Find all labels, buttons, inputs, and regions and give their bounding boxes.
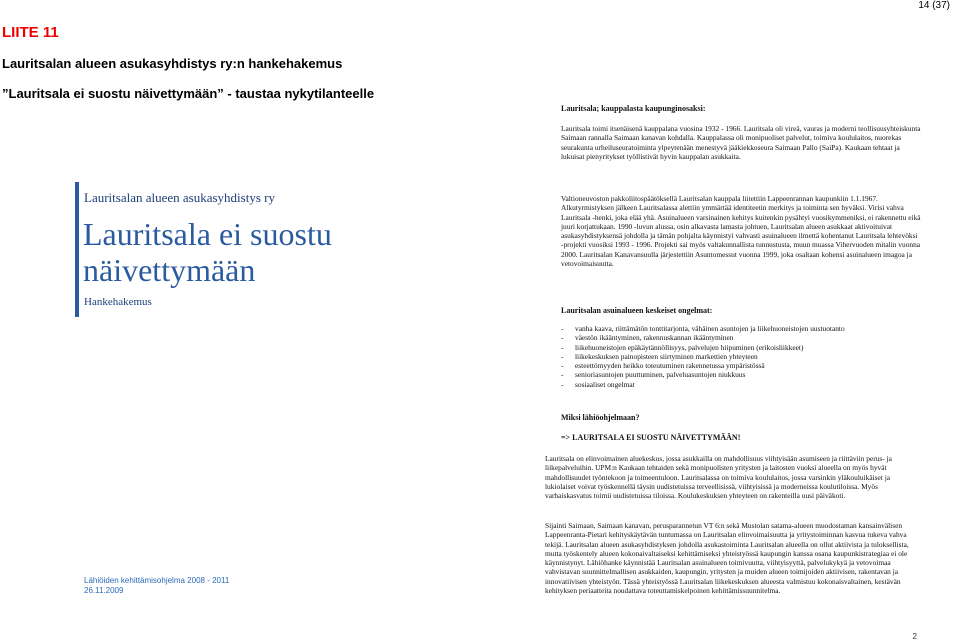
justification-paragraph-2: Sijainti Saimaan, Saimaan kanavan, perusparannetun VT 6:n sekä Mustolan satama-alueen muodostaman kansainvälisen Lappeenranta-Pietari kehityskäytävän tuntumassa on Lauritsalan elinvoimaisuutta ja yritystoiminnan kasvua tukeva vahva tekijä. Lauritsalan alueen asukasyhdistyksen johdolla asukastoiminta Lauritsalan alueella on ollut aktiivista ja tuloksellista, mutta työskentely alueen kokonaivaltaiseksi kehittämiseksi yhteistyössä kaupungin kanssa osana kaupunkistrategiaa ei ole käynnistynyt. Lähiöhanke käynnistää Lauritsalan asuinalueen toimivuutta, viihtyisyyttä, palvelukykyä ja vetovoimaa vahvistavan suunnittelmallisen asukkaiden, kaupungin, yritysten ja muiden alueen toimijoiden aktiivisen, rakentavan ja innovatiivisen yhteistyön. Tässä yhteistyössä Lauritsalan liikekeskuksen alueesta valmistuu kokonaisvaltainen, kestävän kehityksen periaatteita noudattava toteuttamiskelpoinen kehittämissuunnitelma. xyxy=(545,521,909,596)
cover-footer-program: Lähiöiden kehittämisohjelma 2008 - 2011 xyxy=(84,576,230,585)
cover-organization: Lauritsalan alueen asukasyhdistys ry xyxy=(84,190,275,205)
page-counter: 14 (37) xyxy=(918,0,950,11)
cover-accent-bar xyxy=(75,182,79,317)
list-item: - liikekeskuksen painopisteen siirtyminen markettien yhteyteen xyxy=(561,352,931,361)
document-page-number: 2 xyxy=(912,632,917,641)
question-heading: Miksi lähiöohjelmaan? xyxy=(561,413,640,422)
section-heading-history: Lauritsala; kauppalasta kaupunginosaksi: xyxy=(561,104,706,113)
list-item: - vanha kaava, riittämätön tonttitarjonta, vähäinen asuntojen ja liikehuoneistojen uustuotanto xyxy=(561,324,931,333)
history-paragraph-2: Valtioneuvoston pakkoliitospäätöksellä Lauritsalan kauppala liitettiin Lappeenrannan kaupunkiin 1.1.1967. Alkutyrmistyksen jälkeen Lauritsalassa alettiin ymmärtää identiteetin merkitys ja toiminta sen hyväksi. Virisi vahva Lauritsala -henki, joka elää yhä. Asuinalueen varsinainen kehitys kuitenkin pysähtyi vuosikymmeniksi, ei rakennettu eikä juuri korjattukaan. 1990 -luvun alussa, osin alkavasta lamasta johtuen, Lauritsalan alueen asukkaat aktivoituivat asukasyhdistyksensä johdolla ja tämän pohjalta käynnistyi vahvasti asuinalueen ilmettä kohentanut Lauritsala lehtevöksi -projekti vuosiksi 1993 - 1996. Projekti sai myös valtakunnallista tunnustusta, muun muassa Vihervuoden mitalin vuonna 2000. Lauritsalan Kanavansuulla järjestettiin Asuntomessut vuonna 1999, joka osaltaan kohensi asuinalueen imagoa ja vetovoimaisuutta. xyxy=(561,194,921,269)
history-paragraph-1: Lauritsala toimi itsenäisenä kauppalana vuosina 1932 - 1966. Lauritsala oli vireä, vauras ja moderni teollisuusyhteiskunta Saimaan rannalla Saimaan kanavan kohdalla. Kauppalassa oli monipuoliset palvelut, toimiva koululaitos, nuorekas seurakunta urheiluseuratoiminta ylpeytenään menestyvä jääkiekkoseura Saimaan Pallo (SaiPa). Kaukaan tehtaat ja lukuisat pienyritykset työllistivät hyvin kauppalan asukkaita. xyxy=(561,124,921,161)
list-item: - liikehuoneistojen epäkäytännöllisyys, palvelujen hiipuminen (erikoisliikkeet) xyxy=(561,343,931,352)
problems-list xyxy=(561,324,931,389)
page-subtitle: ”Lauritsala ei suostu näivettymään” - taustaa nykytilanteelle xyxy=(2,86,375,101)
list-item: - esteettömyyden heikko toteutuminen rakennetussa ympäristössä xyxy=(561,361,931,370)
answer-heading: => LAURITSALA EI SUOSTU NÄIVETTYMÄÄN! xyxy=(561,433,741,442)
section-heading-problems: Lauritsalan asuinalueen keskeiset ongelmat: xyxy=(561,306,713,315)
list-item: - sosiaaliset ongelmat xyxy=(561,380,931,389)
attachment-label: LIITE 11 xyxy=(2,24,59,41)
list-item: - väestön ikääntyminen, rakennuskannan ikääntyminen xyxy=(561,333,931,342)
cover-title-line1: Lauritsala ei suostu xyxy=(83,216,332,252)
cover-subtitle: Hankehakemus xyxy=(84,296,152,308)
list-item: - senioriasuntojen puuttuminen, palveluasuntojen niukkuus xyxy=(561,370,931,379)
cover-footer-date: 26.11.2009 xyxy=(84,586,124,595)
justification-paragraph-1: Lauritsala on elinvoimainen aluekeskus, jossa asukkailla on mahdollisuus viihtyisään asumiseen ja riittäviin perus- ja liikepalveluihin. UPM:n Kaukaan tehtaiden sekä monipuolisten yritysten ja laitosten vuoksi alueella on myös hyvät mahdollisuudet työntekoon ja toimeentuloon. Lauritsalassa on toimiva koululaitos, jossa varsinkin yläkouluikäiset ja lukiolaiset voivat työskennellä täysin uudistetuissa terveellisissä, viihtyisissä ja moderneissa koulutiloissa. Myös varhaiskasvatus toimii uudistetuissa tiloissa. Koulukeskuksen yhteyteen on rakenteilla uusi päiväkoti. xyxy=(545,454,892,501)
cover-title-line2: näivettymään xyxy=(83,252,256,288)
page-title: Lauritsalan alueen asukasyhdistys ry:n hankehakemus xyxy=(2,56,343,71)
